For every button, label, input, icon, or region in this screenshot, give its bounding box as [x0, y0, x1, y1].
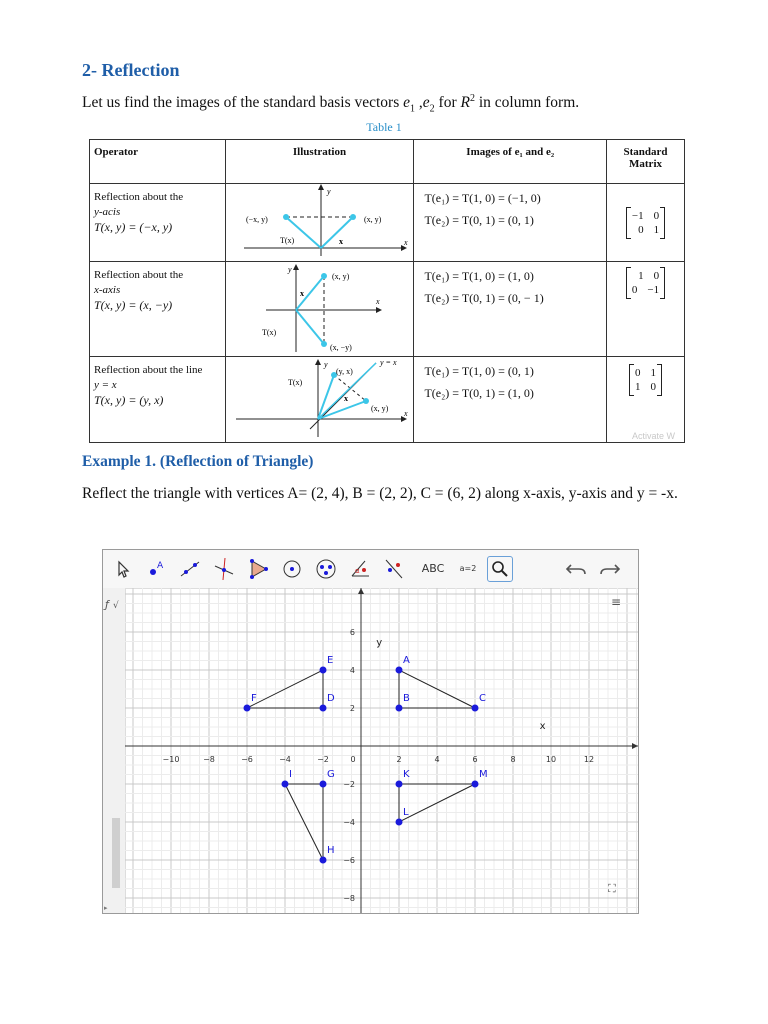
table-row [90, 357, 685, 443]
header-standard-line2: Matrix [629, 158, 662, 170]
intro-paragraph [82, 93, 579, 114]
axis-y-label: y [376, 637, 383, 649]
operator-cell [90, 357, 226, 443]
example-text: Reflect the triangle with vertices A= (2, 4), B = (2, 2), C = (6, 2) along x-axis, y-axis and y = -x. [82, 485, 678, 502]
images-cell [414, 184, 607, 262]
op-line1: Reflection about the line [94, 364, 203, 376]
illustration-cell [225, 357, 414, 443]
ill3-ax: x [403, 409, 408, 418]
point-tool-icon[interactable] [143, 556, 169, 582]
perpendicular-tool-icon[interactable] [211, 556, 237, 582]
m11: 0 [635, 367, 641, 379]
zoom-tool-icon[interactable] [487, 556, 513, 582]
m12: 0 [653, 270, 660, 282]
point-m [472, 781, 479, 788]
ill2-p2: (x, −y) [329, 343, 352, 352]
image-e1: T(e₁) = T(1, 0) = (0, 1) [424, 364, 534, 378]
polygon-tool-icon[interactable] [245, 556, 271, 582]
point-a [396, 667, 403, 674]
table-row [90, 262, 685, 357]
point-label-g: G [327, 769, 335, 780]
ill1-ay: y [326, 187, 331, 196]
point-i [282, 781, 289, 788]
fullscreen-icon[interactable]: ⛶ [608, 882, 616, 895]
e1-sub: 1 [410, 103, 416, 115]
section-heading: 2- Reflection [82, 60, 180, 80]
point-k [396, 781, 403, 788]
m21: 0 [631, 284, 638, 296]
header-standard-matrix [607, 140, 685, 184]
angle-tool-icon[interactable] [347, 556, 373, 582]
illustration-cell [225, 262, 414, 357]
ill1-tx: T(x) [279, 236, 294, 245]
intro-sep: , [415, 94, 423, 112]
ill3-line: y = x [379, 358, 397, 367]
illustration-y-axis [226, 184, 412, 260]
y-tick-label: 2 [349, 704, 355, 713]
ill1-ax: x [403, 238, 408, 247]
intro-text-3: in column form. [474, 94, 580, 112]
x-tick-label: 2 [396, 755, 402, 764]
operator-cell [90, 184, 226, 262]
point-label-m: M [479, 769, 488, 780]
header-operator: Operator [90, 140, 226, 184]
image-e2: T(e₂) = T(0, 1) = (1, 0) [424, 386, 534, 400]
m22: −1 [647, 284, 660, 296]
x-tick-label: 0 [350, 755, 356, 764]
m11: 1 [638, 270, 644, 282]
redo-icon[interactable] [597, 556, 623, 582]
svg-text:√: √ [113, 601, 119, 611]
ill2-p1: (x, y) [331, 272, 349, 281]
circle-tool-icon[interactable] [279, 556, 305, 582]
geogebra-toolbar [103, 550, 638, 589]
activate-watermark: Activate W [632, 431, 676, 441]
ill2-ay: y [287, 265, 292, 274]
table-row [90, 184, 685, 262]
m12: 1 [650, 367, 657, 379]
op-line2: x-axis [94, 284, 121, 296]
ill3-p1: (y, x) [335, 367, 353, 376]
header-images: Images of e₁ and e₂ [414, 140, 607, 184]
y-tick-label: 6 [349, 628, 355, 637]
point-label-l: L [403, 807, 409, 818]
point-label-b: B [403, 693, 410, 704]
ill3-ay: y [323, 360, 328, 369]
op-math: T(x, y) = (−x, y) [94, 220, 173, 234]
illustration-x-axis [226, 262, 412, 355]
point-g [320, 781, 327, 788]
point-f [244, 705, 251, 712]
x-tick-label: −6 [241, 755, 253, 764]
x-tick-label: −10 [162, 755, 180, 764]
m21: 0 [638, 223, 644, 236]
r-symbol: R [460, 94, 470, 112]
point-label-k: K [403, 769, 410, 780]
illustration-cell [225, 184, 414, 262]
x-tick-label: 12 [583, 755, 595, 764]
x-tick-label: 8 [510, 755, 516, 764]
header-standard-line1: Standard [623, 146, 668, 158]
point-label-a: A [403, 655, 410, 666]
ill1-p2: (x, y) [363, 215, 381, 224]
e2-sub: 2 [429, 103, 435, 115]
point-label-h: H [327, 845, 335, 856]
x-tick-label: 4 [434, 755, 440, 764]
graphics-view[interactable] [125, 588, 638, 913]
point-label-i: I [289, 769, 292, 780]
conic-tool-icon[interactable] [313, 556, 339, 582]
intro-text-1: Let us find the images of the standard basis vectors [82, 94, 404, 112]
y-tick-label: −2 [343, 780, 355, 789]
point-label-f: F [251, 693, 257, 704]
point-label-e: E [327, 655, 334, 666]
x-axis-arrow [632, 743, 638, 749]
header-illustration: Illustration [225, 140, 414, 184]
point-d [320, 705, 327, 712]
op-math: T(x, y) = (y, x) [94, 393, 164, 407]
style-bar-icon[interactable]: ≡ [611, 595, 622, 609]
image-e2: T(e₂) = T(0, 1) = (0, − 1) [424, 291, 544, 305]
illustration-line-y-eq-x [226, 357, 412, 441]
intro-text-2: for [434, 94, 461, 112]
images-cell [414, 262, 607, 357]
ill1-p1: (−x, y) [245, 215, 268, 224]
svg-text:▸: ▸ [104, 904, 108, 912]
standard-matrix [626, 208, 665, 238]
text-tool-icon[interactable]: ABC [421, 562, 445, 575]
x-tick-label: −8 [203, 755, 215, 764]
algebra-panel-collapsed[interactable] [103, 588, 126, 913]
y-tick-label: 4 [349, 666, 355, 675]
standard-matrix [629, 365, 662, 395]
point-e [320, 667, 327, 674]
point-c [472, 705, 479, 712]
svg-text:α: α [355, 567, 360, 575]
image-e1: T(e₁) = T(1, 0) = (−1, 0) [424, 191, 541, 205]
matrix-cell [607, 357, 685, 443]
op-line2: y-acis [94, 206, 121, 218]
operator-cell [90, 262, 226, 357]
y-axis-arrow [358, 588, 364, 594]
x-tick-label: −4 [279, 755, 291, 764]
point-l [396, 819, 403, 826]
point-label-c: C [479, 693, 486, 704]
y-tick-label: −8 [343, 894, 355, 903]
e2-symbol: e [422, 94, 430, 112]
ill3-p2: (x, y) [370, 404, 388, 413]
x-tick-label: 6 [472, 755, 478, 764]
m12: 0 [653, 209, 660, 222]
move-tool-icon[interactable] [109, 556, 135, 582]
ill2-tx: T(x) [261, 328, 276, 337]
x-tick-label: 10 [545, 755, 557, 764]
e1-symbol: e [403, 94, 411, 112]
axis-x-label: x [539, 720, 546, 732]
image-e1: T(e₁) = T(1, 0) = (1, 0) [424, 269, 534, 283]
undo-icon[interactable] [563, 556, 589, 582]
slider-tool-icon[interactable]: a=2 [459, 564, 477, 573]
y-tick-label: −4 [343, 818, 355, 827]
image-e2: T(e₂) = T(0, 1) = (0, 1) [424, 213, 534, 227]
reflection-table [89, 139, 685, 443]
x-tick-label: −2 [317, 755, 329, 764]
r-sup: 2 [469, 93, 475, 104]
m21: 1 [635, 381, 641, 393]
op-math: T(x, y) = (x, −y) [94, 298, 173, 312]
table-caption: Table 1 [366, 120, 402, 134]
ill1-x: x [338, 237, 343, 246]
m22: 1 [653, 223, 660, 236]
svg-text:ƒ: ƒ [105, 598, 109, 611]
reflect-tool-icon[interactable] [381, 556, 407, 582]
point-h [320, 857, 327, 864]
ill3-tx: T(x) [287, 378, 302, 387]
matrix-cell [607, 262, 685, 357]
svg-text:A: A [157, 561, 164, 571]
standard-matrix [626, 268, 665, 298]
images-cell [414, 357, 607, 443]
geogebra-window [102, 549, 639, 914]
m22: 0 [650, 381, 657, 393]
point-label-d: D [327, 693, 335, 704]
point-b [396, 705, 403, 712]
ill2-ax: x [375, 297, 380, 306]
line-tool-icon[interactable] [177, 556, 203, 582]
ill2-x: x [299, 289, 304, 298]
op-line1: Reflection about the [94, 191, 184, 203]
ill3-x: x [343, 394, 348, 403]
table-header-row [90, 140, 685, 184]
op-line2: y = x [94, 379, 117, 391]
op-line1: Reflection about the [94, 269, 184, 281]
m11: −1 [631, 209, 644, 222]
example-title: Example 1. (Reflection of Triangle) [82, 453, 314, 470]
y-tick-label: −6 [343, 856, 355, 865]
matrix-cell [607, 184, 685, 262]
